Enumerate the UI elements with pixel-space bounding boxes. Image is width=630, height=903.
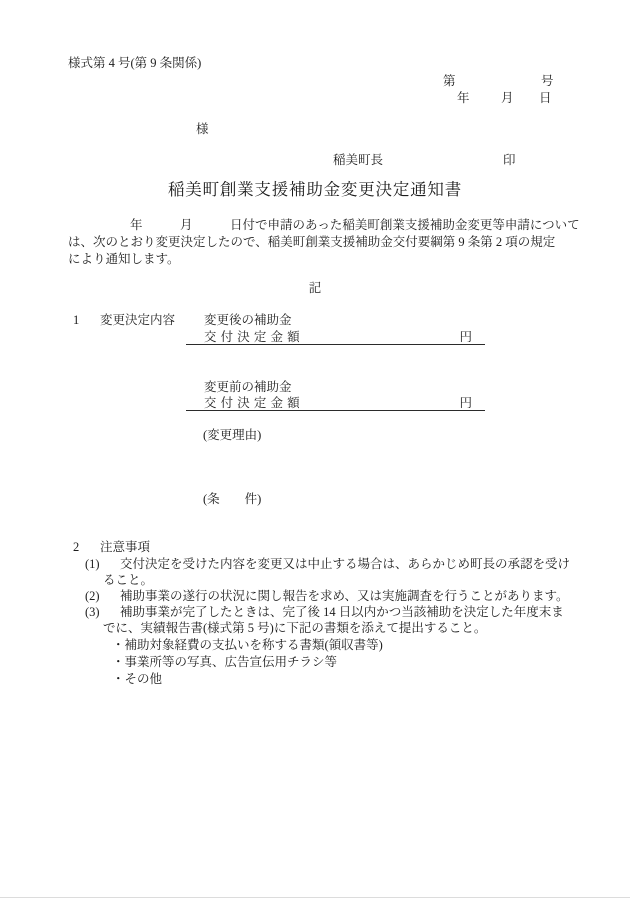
date-day-label: 日: [539, 91, 552, 105]
before-subsidy-label: 変更前の補助金: [204, 380, 292, 394]
note-item2-number: (2): [85, 589, 100, 603]
condition-label: (条 件): [203, 492, 262, 506]
date-year-label: 年: [457, 91, 470, 105]
after-amount-field: [186, 330, 485, 345]
note-item2-line1: 補助事業の遂行の状況に関し報告を求め、又は実施調査を行うことがあります。: [120, 589, 569, 603]
note-item1-line1: 交付決定を受けた内容を変更又は中止する場合は、あらかじめ町長の承認を受け: [120, 557, 571, 571]
addressee-suffix: 様: [196, 122, 209, 136]
note-item3-number: (3): [85, 605, 100, 619]
body-line-2: は、次のとおり変更決定したので、稲美町創業支援補助金交付要綱第 9 条第 2 項の規定: [68, 235, 556, 249]
ki-marker: 記: [308, 281, 322, 295]
page-bottom-edge: [0, 897, 630, 898]
body-line-3: により通知します。: [68, 252, 180, 266]
attachment-bullet-1: ・補助対象経費の支払いを称する書類(領収書等): [112, 638, 383, 652]
before-yen-unit: 円: [459, 396, 472, 410]
after-amount-label: 交 付 決 定 金 額: [204, 330, 301, 344]
note-item3-line1: 補助事業が完了したときは、完了後 14 日以内かつ当該補助を決定した年度末ま: [120, 605, 564, 619]
attachment-bullet-3: ・その他: [112, 672, 163, 686]
sender-title: 稲美町長: [333, 153, 384, 167]
before-amount-label: 交 付 決 定 金 額: [204, 396, 301, 410]
after-yen-unit: 円: [459, 330, 472, 344]
note-item1-line2: ること。: [103, 573, 154, 587]
seal-mark: 印: [503, 153, 516, 167]
note-item1-number: (1): [85, 557, 100, 571]
note-item3-line2: でに、実績報告書(様式第 5 号)に下記の書類を添えて提出すること。: [103, 621, 487, 635]
document-title: 稲美町創業支援補助金変更決定通知書: [167, 180, 463, 199]
attachment-bullet-2: ・事業所等の写真、広告宣伝用チラシ等: [112, 655, 338, 669]
doc-number-suffix: 号: [541, 74, 554, 88]
section1-number: 1: [73, 313, 80, 327]
doc-number-prefix: 第: [443, 74, 456, 88]
before-amount-field: [186, 396, 485, 411]
body-line-1: 年 月 日付で申請のあった稲美町創業支援補助金変更等申請について: [130, 218, 580, 232]
after-subsidy-label: 変更後の補助金: [204, 313, 292, 327]
form-number: 様式第 4 号(第 9 条関係): [68, 56, 202, 70]
section2-heading: 注意事項: [100, 540, 151, 554]
section2-number: 2: [73, 540, 80, 554]
date-month-label: 月: [501, 91, 514, 105]
section1-heading: 変更決定内容: [100, 313, 176, 327]
change-reason-label: (変更理由): [203, 428, 262, 442]
